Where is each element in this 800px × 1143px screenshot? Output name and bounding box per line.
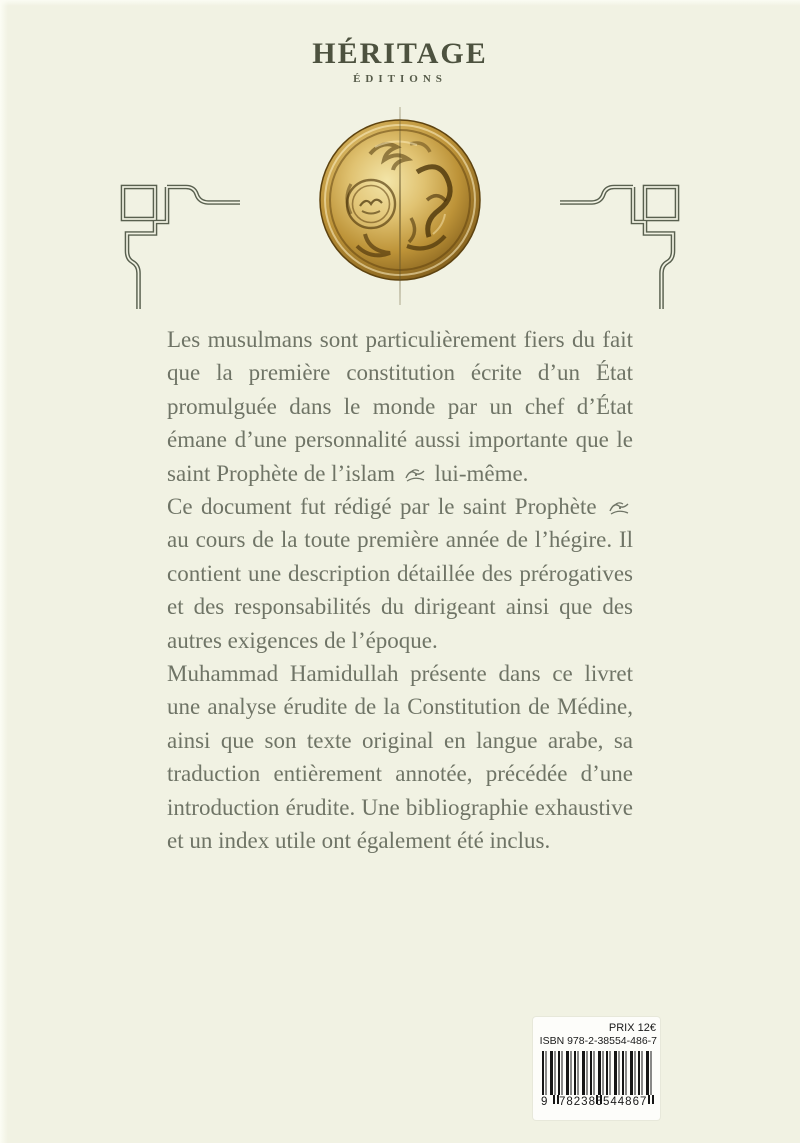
blurb-paragraph-3: Muhammad Hamidullah présente dans ce livret une analyse érudite de la Constitution de Médine, ainsi que son texte original en langue arabe, sa traduction entièrement annotée, précédée d’une introduction érudite. Une bibliographie exhaustive et un index utile ont également été inclus.	[167, 661, 633, 854]
saw-honorific-icon	[403, 465, 427, 484]
saw-honorific-icon	[607, 498, 631, 517]
blurb-p2-text-end: au cours de la toute première année de l’hégire. Il contient une description détaillée des prérogatives et des responsabilités du dirigeant ainsi que des autres exigences de l’époque.	[167, 527, 633, 653]
blurb-p1-text-end: lui-même.	[434, 460, 529, 486]
blurb-paragraph-1	[167, 323, 633, 490]
spine-crease-line	[399, 107, 401, 305]
blurb-p2-text: Ce document fut rédigé par le saint Prophète	[167, 494, 597, 520]
barcode-digit-prefix: 9	[541, 1096, 548, 1108]
ean13-barcode	[542, 1051, 652, 1095]
blurb-paragraph-2	[167, 490, 633, 657]
publisher-subtitle: ÉDITIONS	[353, 73, 447, 85]
price-text: PRIX 12€	[608, 1022, 656, 1034]
barcode-label	[533, 1017, 660, 1120]
barcode-digit-group1: 782385	[559, 1096, 604, 1108]
geometric-corner-ornament-left	[112, 183, 257, 309]
publisher-name: HÉRITAGE	[312, 37, 488, 70]
publisher-logo	[0, 39, 800, 85]
isbn-text: ISBN 978-2-38554-486-7	[539, 1035, 657, 1047]
barcode-digit-group2: 544867	[603, 1096, 648, 1108]
barcode-digits	[533, 1096, 660, 1110]
blurb-p1-text: Les musulmans sont particulièrement fiers du fait que la première constitution écrite d’un État promulguée dans le monde par un chef d’État émane d’une personnalité aussi importante que le saint Prophète de l’islam	[167, 327, 633, 486]
back-cover-blurb	[167, 323, 633, 858]
geometric-corner-ornament-right	[543, 183, 688, 309]
